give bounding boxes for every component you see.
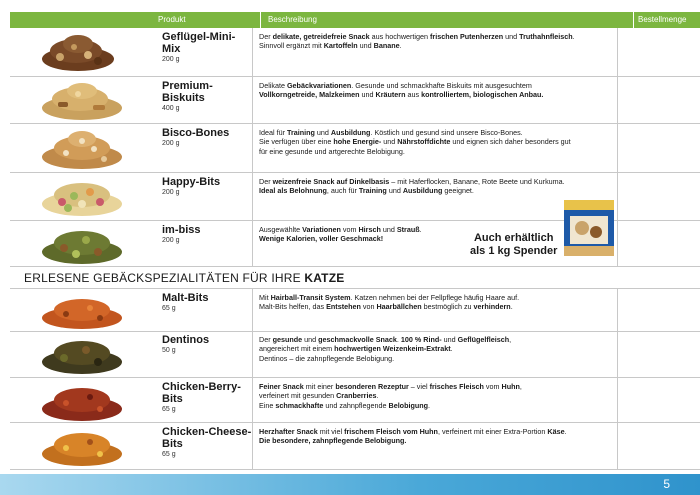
order-quantity-cell[interactable]	[617, 28, 700, 76]
page-number: 5	[663, 477, 670, 491]
product-image	[10, 173, 150, 220]
product-name: Chicken-Berry-Bits	[162, 381, 241, 405]
product-description: Mit Hairball-Transit System. Katzen nehmen bei der Fellpflege häufig Haare auf. Malt-Bits helfen, das Entstehen von Haarbällchen bestmöglich zu verhindern.	[252, 289, 617, 331]
table-header	[10, 12, 700, 28]
product-description: Herzhafter Snack mit viel frischem Fleisch vom Huhn, verfeinert mit einer Extra-Portion Käse. Die besondere, zahnpflegende Belobigung.	[252, 423, 617, 469]
product-weight: 200 g	[162, 56, 180, 63]
product-name: Geflügel-Mini-Mix	[162, 31, 236, 55]
product-weight: 200 g	[162, 140, 180, 147]
product-row	[10, 423, 700, 470]
order-quantity-cell[interactable]	[617, 378, 700, 422]
product-row	[10, 378, 700, 423]
bone-biscuit-pile	[38, 127, 128, 171]
product-name: Chicken-Cheese-Bits	[162, 426, 252, 450]
product-name: Bisco-Bones	[162, 127, 230, 139]
product-weight: 50 g	[162, 347, 176, 354]
product-image	[10, 124, 150, 172]
product-description: Der delikate, getreidefreie Snack aus hochwertigen frischen Putenherzen und Truthahnfleisch. Sinnvoll ergänzt mit Kartoffeln und Banane.	[252, 28, 617, 76]
product-image	[10, 378, 150, 422]
footer-bar	[0, 474, 700, 495]
dark-kibble-pile	[38, 334, 128, 376]
section-title-bold: KATZE	[304, 271, 345, 285]
header-image-col	[10, 12, 150, 28]
dispenser-box-image	[562, 196, 618, 258]
product-description: Der weizenfreie Snack auf Dinkelbasis – mit Haferflocken, Banane, Rote Beete und Kurkuma. Ideal als Belohnung, auch für Training und Ausbildung geeignet.	[252, 173, 617, 220]
product-weight: 200 g	[162, 237, 180, 244]
product-image	[10, 331, 150, 377]
product-image	[10, 28, 150, 76]
product-row	[10, 288, 700, 332]
product-row	[10, 331, 700, 378]
order-quantity-cell[interactable]	[617, 77, 700, 123]
order-quantity-cell[interactable]	[617, 289, 700, 331]
orange-kibble-pile	[38, 292, 128, 332]
promo-line-2: als 1 kg Spender	[470, 245, 558, 257]
section-title	[24, 271, 344, 285]
order-quantity-cell[interactable]	[617, 221, 700, 266]
product-description: Ausgewählte Variationen vom Hirsch und Strauß. Wenige Kalorien, voller Geschmack!	[252, 221, 617, 266]
order-quantity-cell[interactable]	[617, 331, 700, 377]
green-brown-bits-pile	[38, 224, 128, 266]
product-image	[10, 77, 150, 123]
biscuit-pile	[38, 80, 128, 122]
order-quantity-cell[interactable]	[617, 173, 700, 220]
header-beschreibung: Beschreibung	[260, 12, 633, 28]
product-weight: 65 g	[162, 305, 176, 312]
order-quantity-cell[interactable]	[617, 423, 700, 469]
product-weight: 400 g	[162, 105, 180, 112]
product-weight: 65 g	[162, 451, 176, 458]
product-image	[10, 289, 150, 331]
product-name: Dentinos	[162, 334, 210, 346]
order-quantity-cell[interactable]	[617, 124, 700, 172]
product-row	[10, 77, 700, 124]
product-row	[10, 28, 700, 77]
kibble-pile-brown-mix	[38, 31, 118, 73]
product-name: Malt-Bits	[162, 292, 209, 304]
product-image	[10, 423, 150, 469]
section-title-prefix: ERLESENE GEBÄCKSPEZIALITÄTEN FÜR IHRE	[24, 271, 301, 285]
product-description: Der gesunde und geschmackvolle Snack. 100 % Rind- und Geflügelfleisch, angereichert mit einem hochwertigen Weizenkeim-Extrakt. Dentinos – die zahnpflegende Belobigung.	[252, 331, 617, 377]
colorful-bits-pile	[38, 176, 128, 218]
product-weight: 65 g	[162, 406, 176, 413]
cheese-kibble-pile	[38, 426, 128, 468]
header-produkt: Produkt	[158, 15, 186, 24]
promo-line-1: Auch erhältlich	[473, 232, 554, 244]
promo-text	[470, 232, 557, 258]
product-description: Feiner Snack mit einer besonderen Rezeptur – viel frisches Fleisch vom Huhn, verfeinert mit gesunden Cranberries. Eine schmackhafte und zahnpflegende Belobigung.	[252, 378, 617, 422]
product-name: Premium-Biskuits	[162, 80, 213, 104]
product-image	[10, 221, 150, 266]
red-kibble-pile	[38, 381, 128, 423]
product-row	[10, 124, 700, 173]
product-name: Happy-Bits	[162, 176, 221, 188]
product-description: Ideal für Training und Ausbildung. Köstlich und gesund sind unsere Bisco-Bones. Sie verfügen über eine hohe Energie- und Nährstoffdichte und eignen sich daher besonders gut für eine gesunde und artgerechte Belobigung.	[252, 124, 617, 172]
product-name: im-biss	[162, 224, 201, 236]
header-bestellmenge: Bestellmenge	[633, 12, 700, 28]
product-weight: 200 g	[162, 189, 180, 196]
product-description: Delikate Gebäckvariationen. Gesunde und schmackhafte Biskuits mit ausgesuchtem Vollkorngetreide, Malzkeimen und Kräutern aus kontrolliertem, biologischen Anbau.	[252, 77, 617, 123]
